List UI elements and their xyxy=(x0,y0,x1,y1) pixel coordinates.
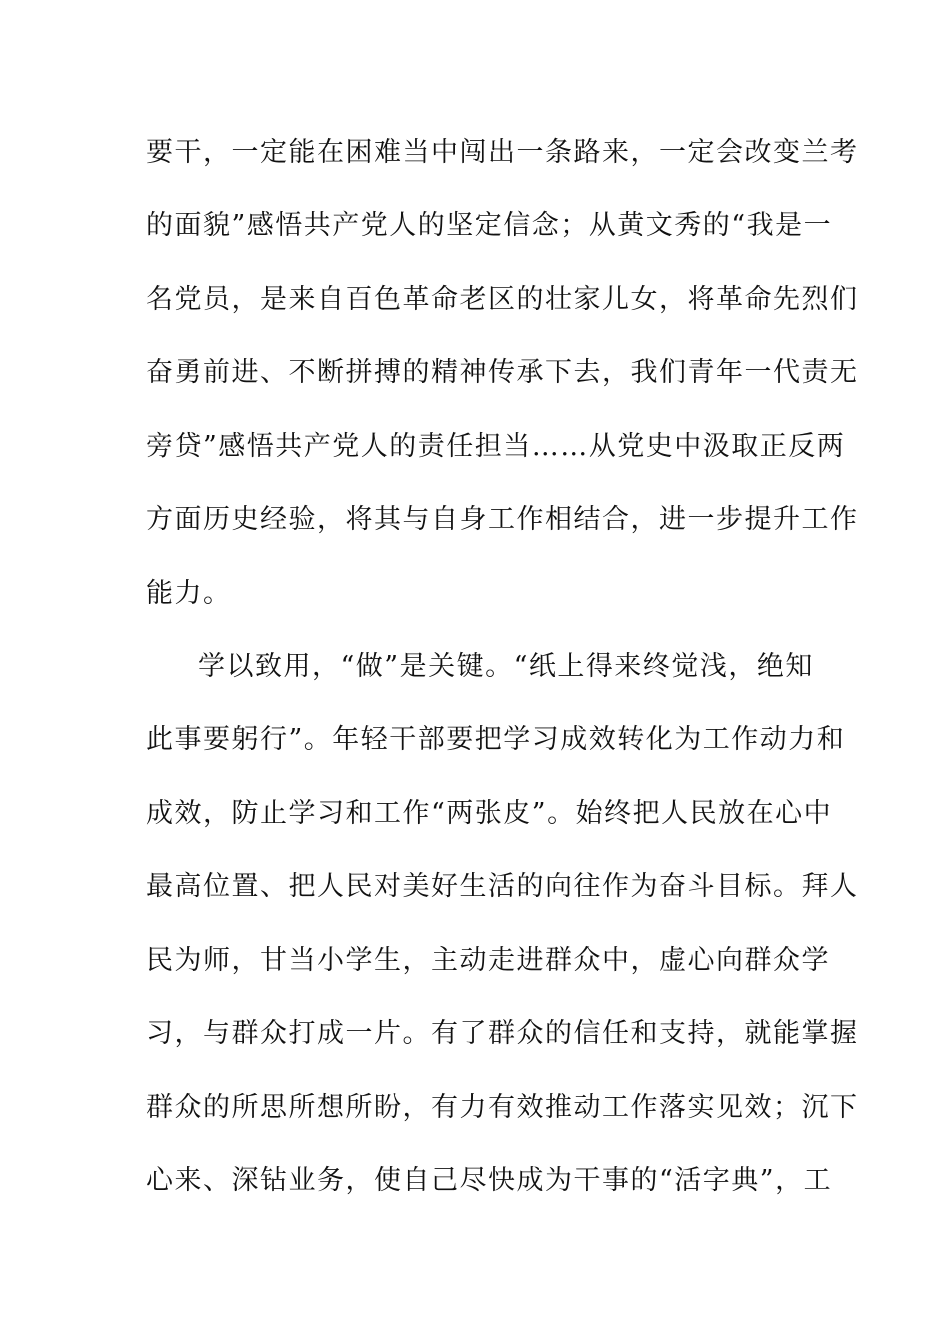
text-line-1: 要干，一定能在困难当中闯出一条路来，一定会改变兰考 xyxy=(146,137,859,168)
paragraph-start-line: 学以致用，“做”是关键。“纸上得来终觉浅，绝知 xyxy=(198,651,814,682)
text-line-11: 最高位置、把人民对美好生活的向往作为奋斗目标。拜人 xyxy=(146,871,859,902)
text-line-15: 心来、深钻业务，使自己尽快成为干事的“活字典”，工 xyxy=(146,1165,833,1196)
text-line-12: 民为师，甘当小学生，主动走进群众中，虚心向群众学 xyxy=(146,945,830,976)
text-line-13: 习，与群众打成一片。有了群众的信任和支持，就能掌握 xyxy=(146,1018,859,1049)
text-line-7: 能力。 xyxy=(146,578,232,609)
text-line-14: 群众的所思所想所盼，有力有效推动工作落实见效；沉下 xyxy=(146,1092,859,1123)
text-line-3: 名党员，是来自百色革命老区的壮家儿女，将革命先烈们 xyxy=(146,284,859,315)
text-line-2: 的面貌”感悟共产党人的坚定信念；从黄文秀的“我是一 xyxy=(146,210,833,241)
text-line-10: 成效，防止学习和工作“两张皮”。始终把人民放在心中 xyxy=(146,798,833,829)
text-line-9: 此事要躬行”。年轻干部要把学习成效转化为工作动力和 xyxy=(146,724,846,755)
text-line-4: 奋勇前进、不断拼搏的精神传承下去，我们青年一代责无 xyxy=(146,357,859,388)
text-line-5: 旁贷”感悟共产党人的责任担当……从党史中汲取正反两 xyxy=(146,431,846,462)
text-line-6: 方面历史经验，将其与自身工作相结合，进一步提升工作 xyxy=(146,504,859,535)
